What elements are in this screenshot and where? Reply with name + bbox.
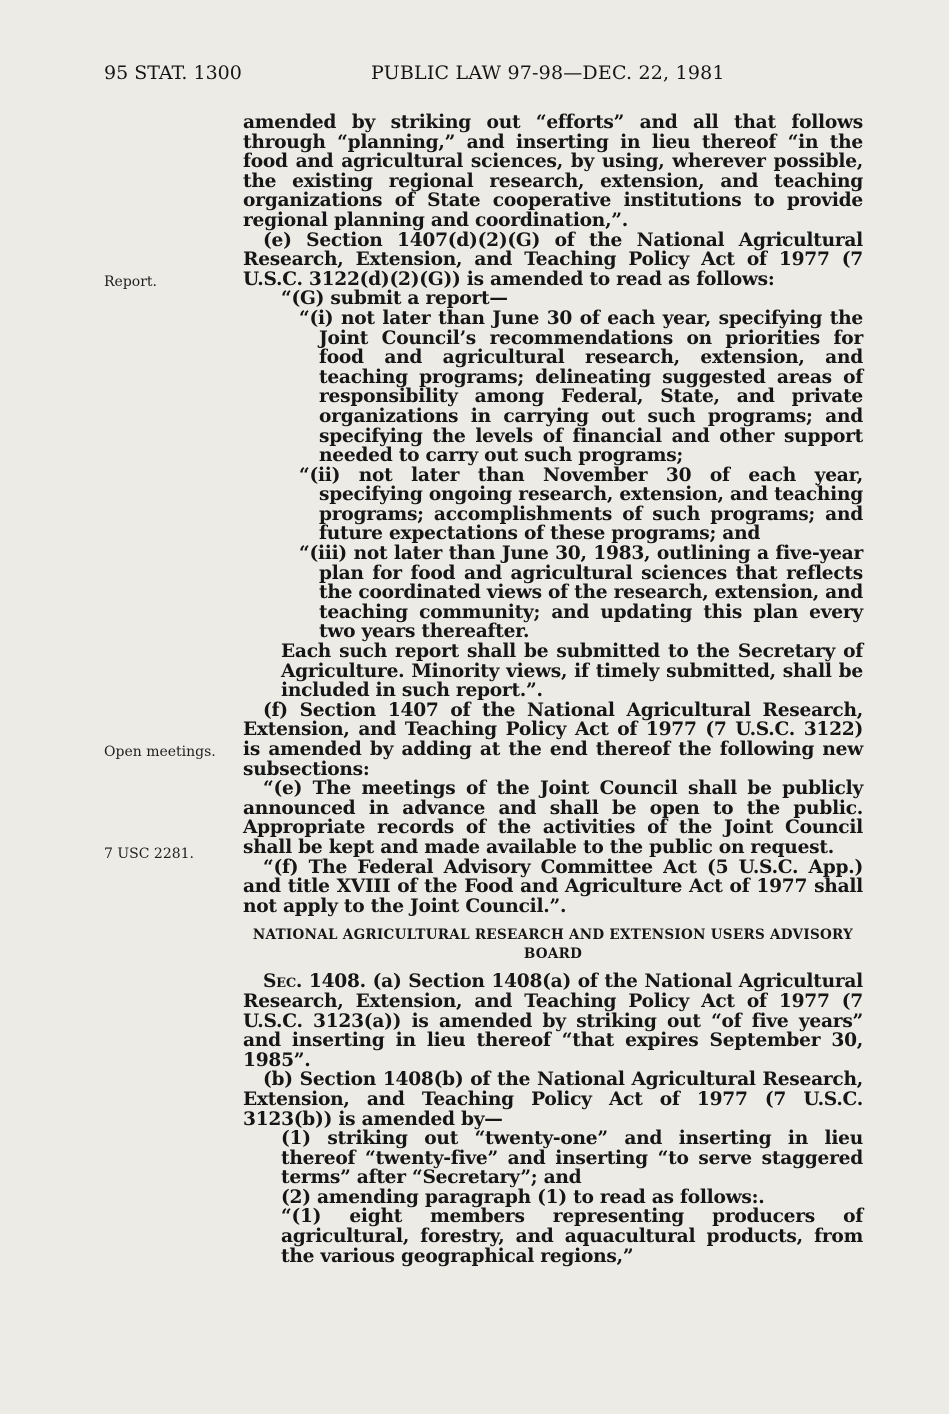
paragraph-clause-ii: “(ii) not later than November 30 of each year, specifying ongoing research, extension, and teaching programs; accomplishments of such programs; and future expectations of these programs; and bbox=[299, 464, 863, 545]
section-1408-a-text: (a) Section 1408(a) of the National Agricultural Research, Extension, and Teaching Policy Act of 1977 (7 U.S.C. 3123(a)) is amended by striking out “of five years” and inserting in lieu thereof “that expires September 30, 1985”. bbox=[243, 971, 863, 1071]
margin-note-usc: 7 USC 2281. bbox=[104, 846, 194, 862]
paragraph-subsection-e-meetings: “(e) The meetings of the Joint Council shall be publicly announced in advance and shall be open to the public. Appropriate records of the activities of the Joint Council shall be kept and made available to the public on request. bbox=[243, 778, 863, 858]
public-law-title: PUBLIC LAW 97-98—DEC. 22, 1981 bbox=[371, 62, 725, 84]
paragraph-clause-iii: “(iii) not later than June 30, 1983, outlining a five-year plan for food and agricultural sciences that reflects the coordinated views of the research, extension, and teaching community; and updating this plan every two years thereafter. bbox=[299, 543, 863, 643]
margin-note-report: Report. bbox=[104, 274, 157, 290]
paragraph-item-1-eight-members: “(1) eight members representing producers of agricultural, forestry, and aquacultural products, from the various geographical regions,” bbox=[281, 1206, 863, 1267]
paragraph-section-e: (e) Section 1407(d)(2)(G) of the National Agricultural Research, Extension, and Teaching Policy Act of 1977 (7 U.S.C. 3122(d)(2)(G)) is amended to read as follows: bbox=[243, 229, 863, 290]
section-heading: NATIONAL AGRICULTURAL RESEARCH AND EXTENSION USERS ADVISORY BOARD bbox=[252, 927, 854, 963]
statute-page-number: 95 STAT. 1300 bbox=[104, 62, 242, 84]
section-number: Sec. 1408. bbox=[263, 971, 366, 993]
paragraph-subsection-f-advisory: “(f) The Federal Advisory Committee Act (5 U.S.C. App.) and title XVIII of the Food and Agriculture Act of 1977 shall not apply to the Joint Council.”. bbox=[243, 856, 863, 917]
paragraph-submit-report: “(G) submit a report— bbox=[281, 288, 508, 310]
paragraph-each-report: Each such report shall be submitted to the Secretary of Agriculture. Minority views, if timely submitted, shall be included in such report.”. bbox=[281, 641, 863, 702]
paragraph-sec-1408-a bbox=[243, 972, 863, 1070]
paragraph-clause-i: “(i) not later than June 30 of each year, specifying the Joint Council’s recommendations on priorities for food and agricultural research, extension, and teaching programs; delineating suggested areas of responsibility among Federal, State, and private organizations in carrying out such programs; and specifying the levels of financial and other support needed to carry out such programs; bbox=[299, 307, 863, 467]
margin-note-open-meetings: Open meetings. bbox=[104, 744, 216, 760]
paragraph-section-f: (f) Section 1407 of the National Agricultural Research, Extension, and Teaching Policy Act of 1977 (7 U.S.C. 3122) is amended by adding at the end thereof the following new subsections: bbox=[243, 699, 863, 780]
paragraph-amended-striking: amended by striking out “efforts” and all that follows through “planning,” and inserting in lieu thereof “in the food and agricultural sciences, by using, wherever possible, the existing regional research, extension, and teaching organizations of State cooperative institutions to provide regional planning and coordination,”. bbox=[243, 112, 863, 231]
paragraph-item-1-striking: (1) striking out “twenty-one” and inserting in lieu thereof “twenty-five” and inserting “to serve staggered terms” after “Secretary”; and bbox=[281, 1128, 863, 1189]
document-body bbox=[243, 113, 863, 1266]
paragraph-item-2-amending: (2) amending paragraph (1) to read as follows:. bbox=[281, 1186, 765, 1208]
paragraph-sec-1408-b: (b) Section 1408(b) of the National Agricultural Research, Extension, and Teaching Policy Act of 1977 (7 U.S.C. 3123(b)) is amended by— bbox=[243, 1069, 863, 1130]
